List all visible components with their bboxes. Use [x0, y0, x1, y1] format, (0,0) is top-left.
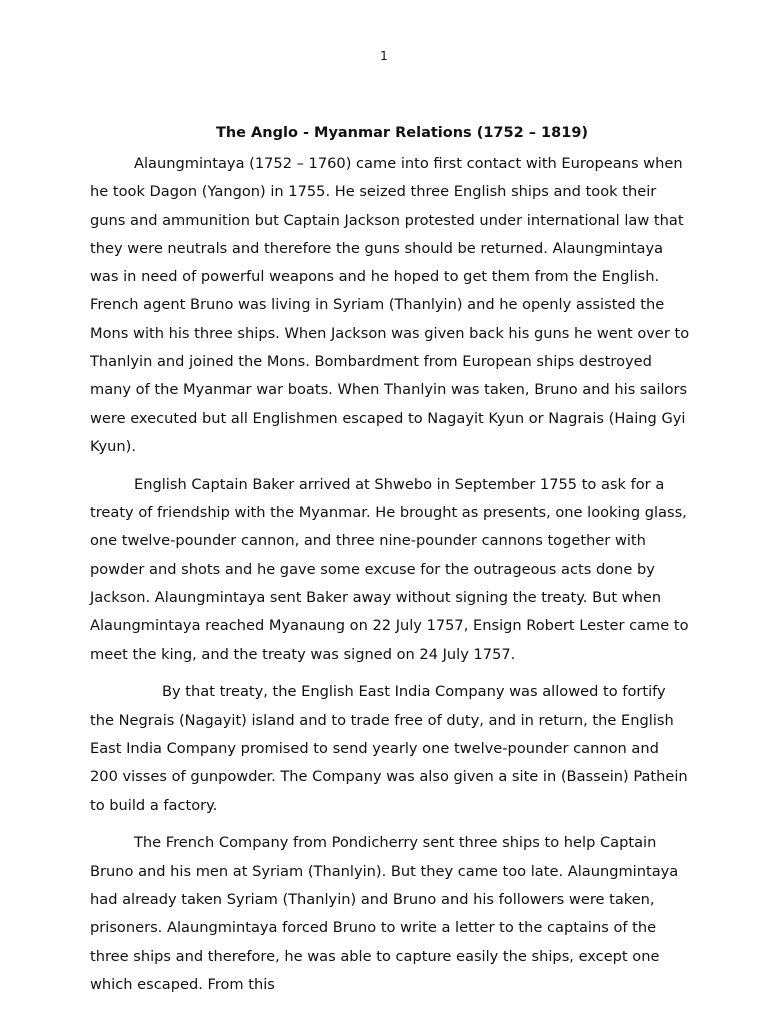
paragraph-1: Alaungmintaya (1752 – 1760) came into first contact with Europeans when he took Dagon (Yangon) in 1755. He seized three English ships and took their guns and ammunition but Captain Jackson protested under international law that they were neutrals and therefore the guns should be returned. Alaungmintaya was in need of powerful weapons and he hoped to get them from the English. French agent Bruno was living in Syriam (Thanlyin) and he openly assisted the Mons with his three ships. When Jackson was given back his guns he went over to Thanlyin and joined the Mons. Bombardment from European ships destroyed many of the Myanmar war boats. When Thanlyin was taken, Bruno and his sailors were executed but all Englishmen escaped to Nagayit Kyun or Nagrais (Haing Gyi Kyun).: [90, 155, 690, 455]
paragraph-4: The French Company from Pondicherry sent three ships to help Captain Bruno and his men at Syriam (Thanlyin). But they came too late. Alaungmintaya had already taken Syriam (Thanlyin) and Bruno and his followers were taken, prisoners. Alaungmintaya forced Bruno to write a letter to the captains of the three ships and therefore, he was able to capture easily the ships, except one which escaped. From this: [90, 834, 679, 993]
paragraph-3: By that treaty, the English East India Company was allowed to fortify the Negrais (Nagayit) island and to trade free of duty, and in return, the English East India Company promised to send yearly one twelve-pounder cannon and 200 visses of gunpowder. The Company was also given a site in (Bassein) Pathein to build a factory.: [90, 683, 688, 814]
document-title: The Anglo - Myanmar Relations (1752 – 1819): [215, 125, 589, 141]
page-number: 1: [380, 49, 388, 63]
paragraph-2: English Captain Baker arrived at Shwebo in September 1755 to ask for a treaty of friendship with the Myanmar. He brought as presents, one looking glass, one twelve-pounder cannon, and three nine-pounder cannons together with powder and shots and he gave some excuse for the outrageous acts done by Jackson. Alaungmintaya sent Baker away without signing the treaty. But when Alaungmintaya reached Myanaung on 22 July 1757, Ensign Robert Lester came to meet the king, and the treaty was signed on 24 July 1757.: [90, 475, 689, 663]
document-body: [90, 150, 690, 1009]
